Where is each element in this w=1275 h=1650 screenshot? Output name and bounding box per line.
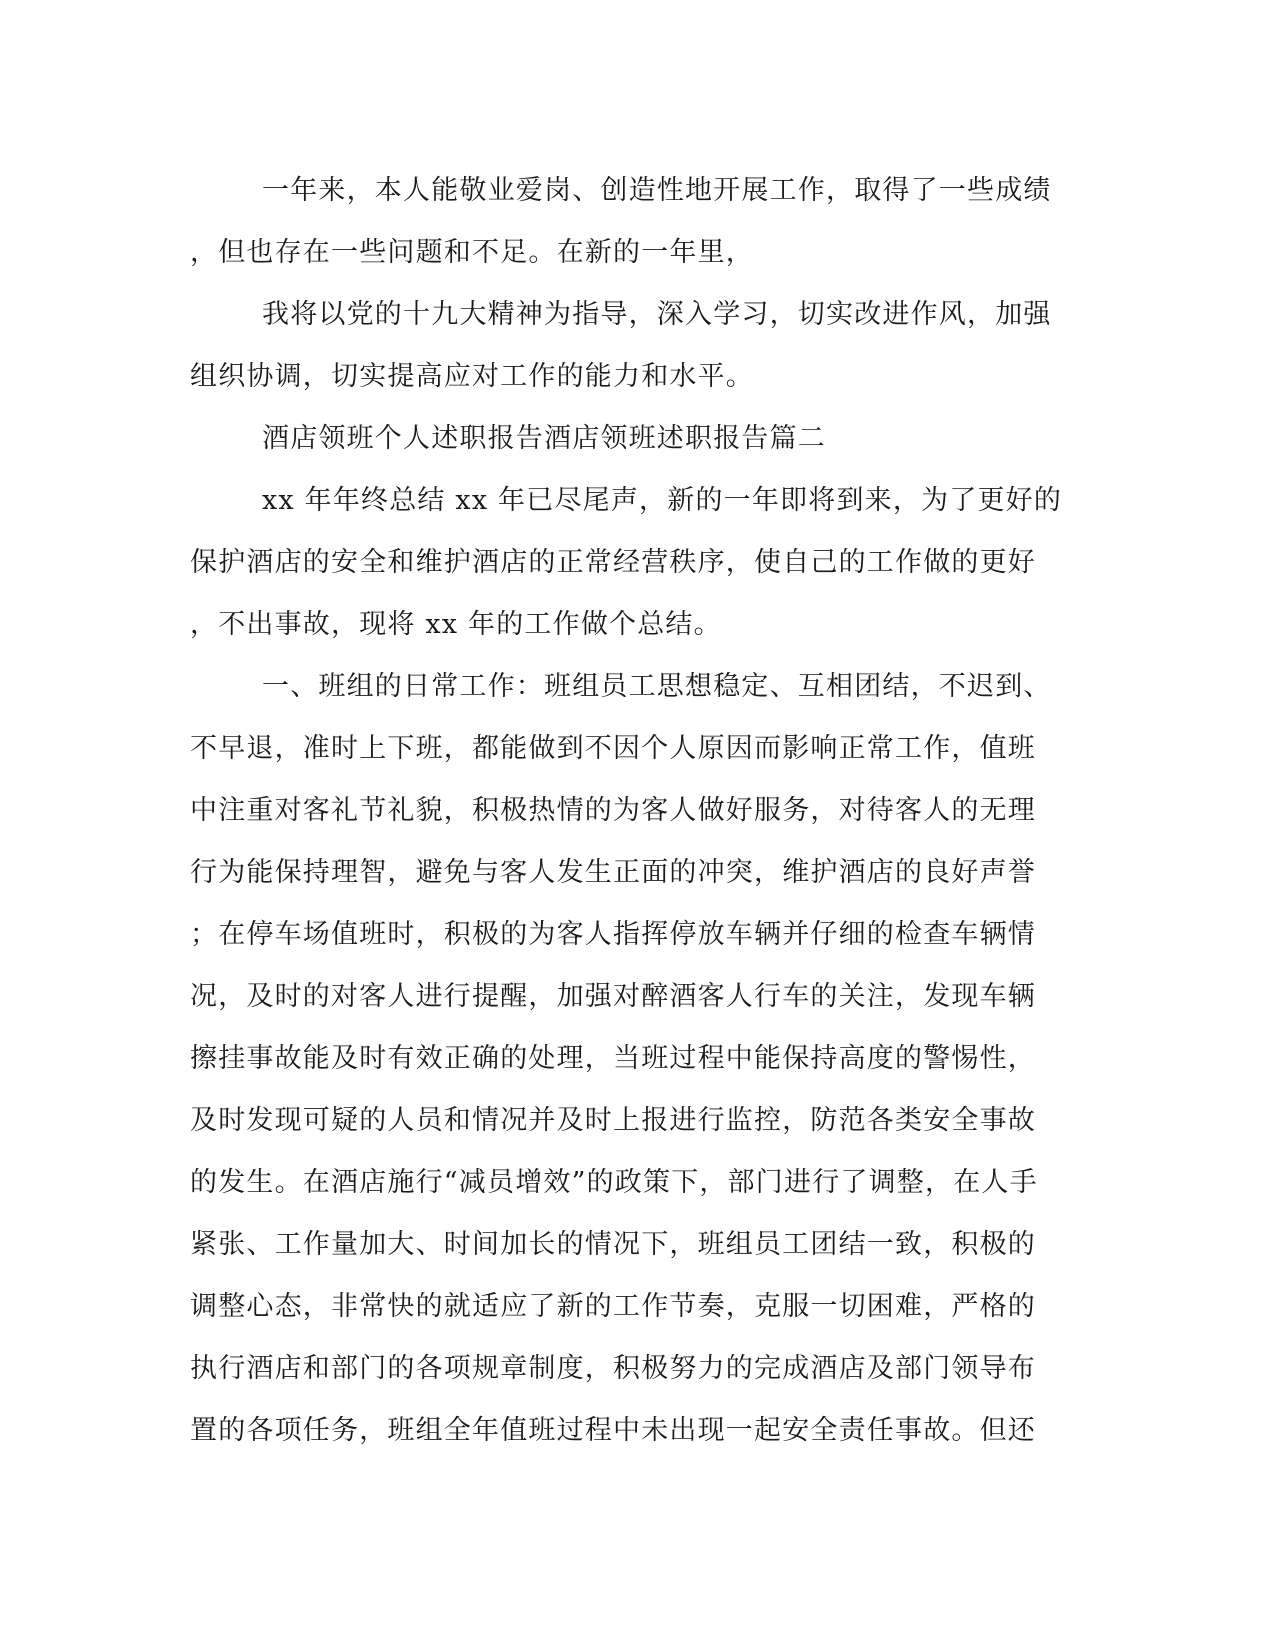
text-line: 我将以党的十九大精神为指导，深入学习，切实改进作风，加强 [262, 299, 1052, 330]
text-line: ，但也存在一些问题和不足。在新的一年里， [190, 237, 754, 268]
text-line: ，不出事故，现将 xx 年的工作做个总结。 [190, 609, 722, 640]
text-line: 置的各项任务，班组全年值班过程中未出现一起安全责任事故。但还 [190, 1415, 1036, 1446]
text-line: 行为能保持理智，避免与客人发生正面的冲突，维护酒店的良好声誉 [190, 857, 1036, 888]
text-line: 不早退，准时上下班，都能做到不因个人原因而影响正常工作，值班 [190, 733, 1036, 764]
text-line: 组织协调，切实提高应对工作的能力和水平。 [190, 361, 754, 392]
text-line: 一、班组的日常工作：班组员工思想稳定、互相团结，不迟到、 [262, 671, 1052, 702]
text-line: 及时发现可疑的人员和情况并及时上报进行监控，防范各类安全事故 [190, 1105, 1036, 1136]
text-line: 一年来，本人能敬业爱岗、创造性地开展工作，取得了一些成绩 [262, 175, 1052, 206]
text-line: 执行酒店和部门的各项规章制度，积极努力的完成酒店及部门领导布 [190, 1353, 1036, 1384]
text-line: 擦挂事故能及时有效正确的处理，当班过程中能保持高度的警惕性， [190, 1043, 1036, 1074]
text-line: 的发生。在酒店施行“减员增效”的政策下，部门进行了调整，在人手 [190, 1167, 1038, 1198]
text-line: 紧张、工作量加大、时间加长的情况下，班组员工团结一致，积极的 [190, 1229, 1036, 1260]
text-line: ；在停车场值班时，积极的为客人指挥停放车辆并仔细的检查车辆情 [190, 919, 1036, 950]
text-line: 况，及时的对客人进行提醒，加强对醉酒客人行车的关注，发现车辆 [190, 981, 1036, 1012]
text-line: 保护酒店的安全和维护酒店的正常经营秩序，使自己的工作做的更好 [190, 547, 1036, 578]
text-line: 中注重对客礼节礼貌，积极热情的为客人做好服务，对待客人的无理 [190, 795, 1036, 826]
text-line: 调整心态，非常快的就适应了新的工作节奏，克服一切困难，严格的 [190, 1291, 1036, 1322]
text-line: xx 年年终总结 xx 年已尽尾声，新的一年即将到来，为了更好的 [262, 485, 1063, 516]
document-body [190, 160, 1070, 1462]
section-heading: 酒店领班个人述职报告酒店领班述职报告篇二 [262, 423, 826, 454]
